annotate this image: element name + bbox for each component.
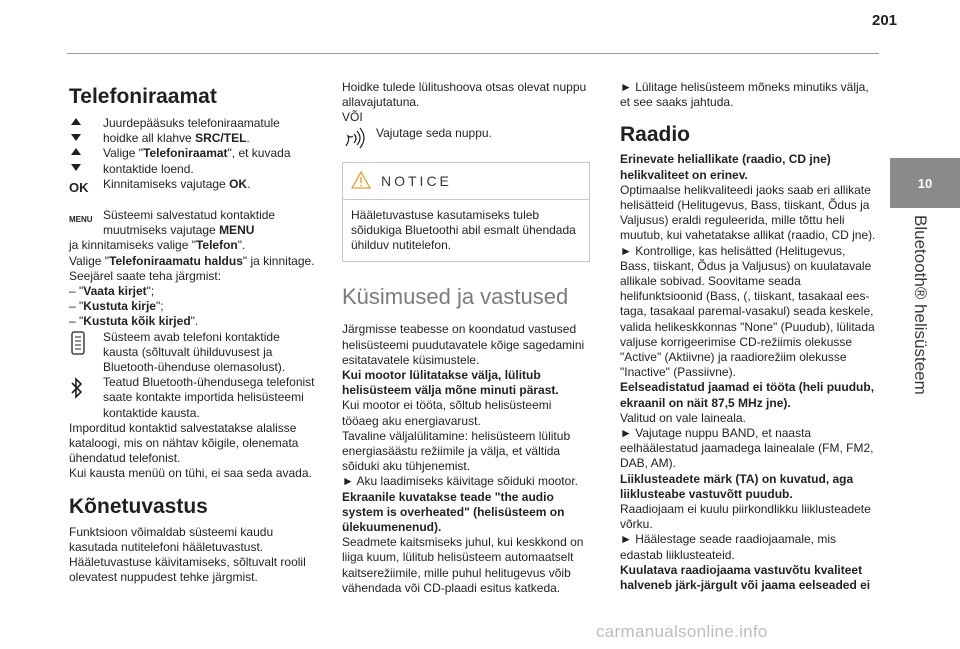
list-item [69, 299, 317, 314]
text: Süsteem avab telefoni kontaktide kausta (sõltuvalt ühilduvusest ja Bluetooth-ühenduse olemasolust). [103, 329, 286, 375]
phonebook-instruction [69, 330, 317, 376]
phonebook-icon [69, 330, 103, 358]
text-bold: OK [229, 176, 248, 191]
updown-instruction [69, 116, 317, 146]
answer: Valitud on vale laineala. [620, 410, 746, 425]
question [620, 380, 878, 410]
notice-title: NOTICE [381, 173, 452, 190]
intro-para: Järgmisse teabesse on koondatud vastused helisüsteemi puudutavatele kõige sagedamini esitatavatele küsimustele. [342, 322, 585, 367]
heading-raadio: Raadio [620, 123, 691, 147]
ok-icon-label: OK [69, 179, 89, 195]
question [342, 368, 590, 398]
heading-konetuvastus: Kõnetuvastus [69, 494, 208, 518]
text: – " [69, 314, 84, 329]
column-2 [342, 80, 590, 596]
voice-button-instruction [342, 126, 590, 150]
arrow-up-down-icon [69, 116, 103, 146]
import-para: Imporditud kontaktid salvestatakse alalisse kataloogi, mis on nähtav kõigile, olenemata ühendatud telefonist. [69, 420, 299, 466]
chapter-tab[interactable] [890, 158, 960, 208]
chapter-number: 10 [917, 175, 933, 191]
ok-icon [69, 177, 103, 195]
menu-icon-label: MENU [69, 215, 93, 225]
list-item [69, 284, 317, 299]
text: Juurdepääsuks telefoniraamatule hoidke all klahve [103, 116, 280, 146]
menu-icon [69, 208, 103, 227]
answer: Optimaalse helikvaliteedi jaoks saab eri allikate helisätteid (Helitugevus, Bass, tiiskant, Õdus ja Valjusus) eraldi reguleerida, mille tõttu heli muutub, kui vahetatakse allikat (raadio, CD jne). [620, 182, 876, 243]
text: . [246, 131, 250, 146]
text: ". [237, 238, 246, 253]
text: Teatud Bluetooth-ühendusega telefonist saate kontakte importida helisüsteemi kontaktide kausta. [103, 375, 315, 420]
page-number: 201 [872, 12, 898, 29]
answer: Seadmete kaitsmiseks juhul, kui keskkond on liiga kuum, lülitub helisüsteem automaatselt kaitserežiimile, mille puhul helitugevus võib vähendada või CD-plaadi esitus katkeda. [342, 535, 584, 595]
heading-telefoniraamat: Telefoniraamat [69, 85, 217, 108]
text-bold: Ekraanile kuvatakse teade "the audio system is overheated" (helisüsteem on ülekuumenenud). [342, 489, 565, 535]
text: Süsteemi salvestatud kontaktide muutmiseks vajutage [103, 208, 276, 238]
answer: ► Vajutage nuppu BAND, et naasta eelhäälestatud jaamadega lainealale (FM, FM2, DAB, AM). [620, 426, 874, 471]
text-bold: Eelseadistatud jaamad ei tööta (heli puudub, ekraanil on näit 87,5 MHz jne). [620, 380, 875, 410]
text: ". [190, 314, 199, 329]
valige-para [69, 254, 317, 269]
question [620, 472, 878, 502]
text-bold: Liiklusteadete märk (TA) on kuvatud, aga liiklusteabe vastuvõtt puudub. [620, 471, 854, 501]
answer: ► Aku laadimiseks käivitage sõiduki mootor. [342, 474, 578, 489]
select-phonebook-instruction [69, 146, 317, 176]
heading-kusimused: Küsimused ja vastused [342, 284, 569, 310]
answer: Kui mootor ei tööta, sõltub helisüsteemi tööaeg aku energiavarust. [342, 398, 552, 428]
header-rule [67, 53, 879, 54]
voi-label: VÕI [342, 110, 363, 125]
question [342, 490, 590, 536]
text: – " [69, 299, 84, 314]
seejarel-para: Seejärel saate teha järgmist: [69, 268, 222, 283]
bluetooth-instruction [69, 375, 317, 421]
text: Kinnitamiseks vajutage [103, 176, 230, 191]
warning-icon [351, 171, 371, 193]
text: Valige " [69, 253, 110, 268]
question [620, 563, 878, 593]
text: "; [146, 284, 155, 299]
text: " ja kinnitage. [242, 253, 315, 268]
chapter-title-vertical [868, 210, 958, 395]
ok-instruction [69, 177, 317, 195]
text-bold: Kuulatava raadiojaama vastuvõtu kvaliteet halveneb järk-järgult või jaama eelseaded ei [620, 562, 871, 593]
question [620, 152, 878, 182]
text-bold: Kustuta kirje [83, 299, 156, 314]
text: . [247, 176, 251, 191]
menu-instruction-cont [69, 238, 317, 253]
text: ja kinnitamiseks valige " [69, 238, 196, 253]
text-bold: Vaata kirjet [83, 284, 147, 299]
column-1 [69, 80, 317, 585]
text-bold: Telefoniraamatu haldus [109, 253, 243, 268]
text: Valige " [103, 146, 144, 161]
bluetooth-icon [69, 375, 103, 401]
notice-header [343, 163, 589, 200]
key-label: SRC/TEL [195, 131, 247, 146]
kone-para-1: Funktsioon võimaldab süsteemi kaudu kasutada nutitelefoni hääletuvastust. [69, 524, 274, 554]
notice-body: Hääletuvastuse kasutamiseks tuleb sõidukiga Bluetoothi abil esmalt ühendada ühilduv nutitelefon. [351, 207, 576, 253]
kone-para-2: Hääletuvastuse käivitamiseks, sõltuvalt roolil olevatest nuppudest tehke järgmist. [69, 555, 306, 585]
text-bold: Telefon [195, 238, 238, 253]
p1: ► Lülitage helisüsteem mõneks minutiks välja, et see saaks jahtuda. [620, 80, 869, 110]
text-bold: Kustuta kõik kirjed [83, 314, 191, 329]
answer: ► Kontrollige, kas helisätted (Helitugevus, Bass, tiiskant, Õdus ja Valjusus) on kuulatavale allikale sobivad. Soovitame seada helifunktsioonid (Bass, (, tiiskant, tasakaal ees-taga, tasakaal paremal-vasakul) seada keskele, valida helikeskkonnas "None" (Puudub), lülitada valjuse korrigeerimise CD-režiimis olekusse "Active" (Aktiivne) ja raadiorežiim olekusse "Inactive" (Passiivne). [620, 243, 875, 380]
answer: Tavaline väljalülitamine: helisüsteem lülitub energiasäästu režiimile ja välja, et vältida sõiduki aku tühjenemist. [342, 428, 571, 474]
text-bold: Erinevate heliallikate (raadio, CD jne) helikvaliteet on erinev. [620, 152, 831, 182]
text-bold: Telefoniraamat [143, 146, 228, 161]
watermark: carmanualsonline.info [596, 622, 768, 641]
text-bold: MENU [219, 223, 255, 238]
chapter-title: Bluetooth® helisüsteem [911, 215, 930, 395]
answer: ► Häälestage seade raadiojaamale, mis edastab liiklusteateid. [620, 532, 836, 562]
text: ", et kuvada kontaktide loend. [103, 146, 291, 176]
menu-instruction [69, 208, 317, 238]
arrow-up-down-icon [69, 146, 103, 176]
text-bold: Kui mootor lülitatakse välja, lülitub helisüsteem välja mõne minuti pärast. [342, 368, 559, 398]
menu-empty-para: Kui kausta menüü on tühi, ei saa seda avada. [69, 466, 312, 481]
hoidke-para: Hoidke tulede lülitushoova otsas olevat nuppu allavajutatuna. [342, 80, 587, 110]
voice-command-icon [342, 126, 376, 150]
list-item [69, 314, 317, 329]
text: "; [155, 299, 164, 314]
answer: Raadiojaam ei kuulu piirkondlikku liiklusteadete võrku. [620, 502, 871, 532]
column-3 [620, 80, 878, 593]
text: – " [69, 284, 84, 299]
notice-box [342, 162, 590, 263]
text: Vajutage seda nuppu. [376, 125, 492, 140]
